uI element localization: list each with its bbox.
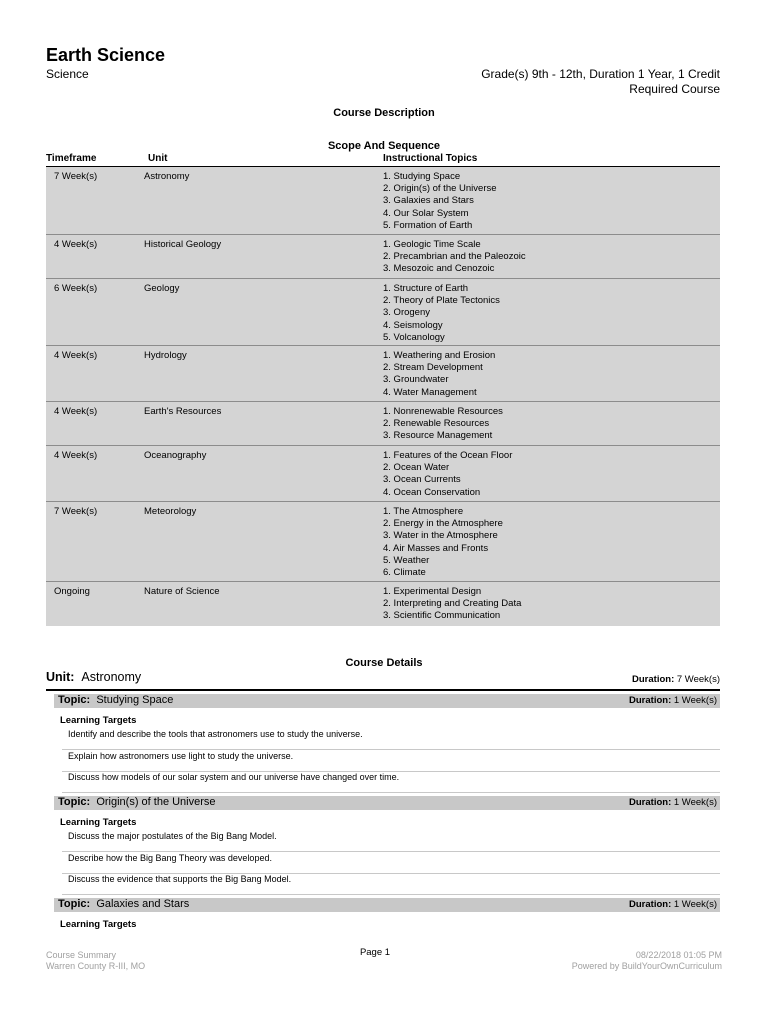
topic-duration-value: 1 Week(s) bbox=[673, 797, 717, 808]
scope-row bbox=[46, 279, 720, 346]
topic-item: 1. Weathering and Erosion bbox=[383, 350, 496, 361]
topics-cell bbox=[383, 171, 720, 233]
topic-item: 1. Structure of Earth bbox=[383, 283, 469, 294]
topic-item: 4. Water Management bbox=[383, 386, 477, 398]
topic-duration bbox=[629, 797, 717, 808]
topic-header bbox=[54, 898, 720, 912]
unit-cell: Nature of Science bbox=[144, 586, 220, 597]
course-subject: Science bbox=[46, 67, 89, 81]
topics-cell bbox=[383, 283, 720, 344]
topic-name: Studying Space bbox=[96, 694, 174, 706]
scope-heading: Scope And Sequence bbox=[327, 140, 441, 152]
unit-duration bbox=[632, 674, 720, 685]
topic-item: 3. Mesozoic and Cenozoic bbox=[383, 263, 495, 275]
topic-item: 2. Renewable Resources bbox=[383, 418, 490, 430]
learning-target: Describe how the Big Bang Theory was developed. bbox=[62, 853, 720, 874]
topic-title bbox=[58, 796, 216, 808]
scope-table bbox=[46, 167, 720, 626]
topic-item: 2. Origin(s) of the Universe bbox=[383, 183, 497, 195]
footer-timestamp: 08/22/2018 01:05 PM bbox=[635, 950, 722, 960]
topic-item: 5. Formation of Earth bbox=[383, 219, 473, 231]
topic-label: Topic: bbox=[58, 694, 91, 706]
topic-item: 4. Seismology bbox=[383, 319, 443, 331]
topics-cell bbox=[383, 586, 720, 625]
topic-duration-value: 1 Week(s) bbox=[673, 899, 717, 910]
topic-item: 3. Resource Management bbox=[383, 430, 493, 442]
duration-label: Duration: bbox=[629, 695, 672, 706]
unit-cell: Meteorology bbox=[144, 506, 197, 517]
topic-duration-value: 1 Week(s) bbox=[673, 695, 717, 706]
unit-cell: Historical Geology bbox=[144, 239, 222, 250]
scope-row bbox=[46, 402, 720, 446]
topic-item: 3. Groundwater bbox=[383, 374, 449, 386]
timeframe-cell: 4 Week(s) bbox=[54, 239, 98, 250]
topic-item: 1. Nonrenewable Resources bbox=[383, 406, 503, 417]
course-details-heading: Course Details bbox=[345, 657, 423, 669]
unit-header bbox=[46, 670, 720, 691]
duration-label: Duration: bbox=[629, 797, 672, 808]
scope-row bbox=[46, 167, 720, 235]
learning-targets-label: Learning Targets bbox=[60, 919, 137, 930]
timeframe-cell: 4 Week(s) bbox=[54, 350, 98, 361]
topic-item: 2. Ocean Water bbox=[383, 462, 450, 474]
learning-target: Explain how astronomers use light to study the universe. bbox=[62, 751, 720, 772]
page-number: Page 1 bbox=[359, 947, 391, 958]
duration-label: Duration: bbox=[629, 899, 672, 910]
timeframe-cell: 7 Week(s) bbox=[54, 506, 98, 517]
topic-item: 5. Weather bbox=[383, 554, 430, 566]
topic-item: 4. Air Masses and Fronts bbox=[383, 542, 489, 554]
required-course: Required Course bbox=[629, 82, 720, 96]
topic-title bbox=[58, 898, 189, 910]
topics-cell bbox=[383, 239, 720, 277]
topic-item: 1. Studying Space bbox=[383, 171, 461, 182]
topics-cell bbox=[383, 406, 720, 444]
footer-powered-by: Powered by BuildYourOwnCurriculum bbox=[571, 961, 722, 971]
footer-course-summary: Course Summary bbox=[46, 950, 117, 960]
topic-title bbox=[58, 694, 173, 706]
course-description-heading: Course Description bbox=[333, 107, 435, 119]
topic-item: 3. Orogeny bbox=[383, 307, 430, 319]
learning-target: Discuss how models of our solar system and our universe have changed over time. bbox=[62, 772, 720, 793]
topic-item: 2. Interpreting and Creating Data bbox=[383, 598, 522, 610]
unit-cell: Earth's Resources bbox=[144, 406, 222, 417]
unit-duration-value: 7 Week(s) bbox=[676, 674, 720, 685]
timeframe-cell: Ongoing bbox=[54, 586, 90, 597]
topic-name: Galaxies and Stars bbox=[96, 898, 190, 910]
topic-label: Topic: bbox=[58, 898, 91, 910]
topic-item: 2. Precambrian and the Paleozoic bbox=[383, 251, 526, 263]
timeframe-cell: 7 Week(s) bbox=[54, 171, 98, 182]
course-title: Earth Science bbox=[46, 45, 166, 65]
unit-cell: Oceanography bbox=[144, 450, 207, 461]
unit-label: Unit: bbox=[46, 670, 75, 684]
scope-row bbox=[46, 502, 720, 582]
grade-line: Grade(s) 9th - 12th, Duration 1 Year, 1 Credit bbox=[481, 67, 720, 81]
unit-cell: Astronomy bbox=[144, 171, 190, 182]
grade-info bbox=[481, 67, 720, 97]
topic-item: 4. Ocean Conservation bbox=[383, 486, 481, 498]
topics-cell bbox=[383, 350, 720, 400]
unit-cell: Geology bbox=[144, 283, 180, 294]
scope-row bbox=[46, 346, 720, 402]
timeframe-cell: 6 Week(s) bbox=[54, 283, 98, 294]
topic-item: 2. Stream Development bbox=[383, 362, 483, 374]
timeframe-cell: 4 Week(s) bbox=[54, 450, 98, 461]
timeframe-cell: 4 Week(s) bbox=[54, 406, 98, 417]
learning-targets-label: Learning Targets bbox=[60, 715, 137, 726]
unit-name: Astronomy bbox=[81, 670, 142, 684]
footer-right bbox=[572, 950, 722, 972]
col-header-topics: Instructional Topics bbox=[383, 153, 478, 164]
topic-name: Origin(s) of the Universe bbox=[96, 796, 216, 808]
topic-item: 3. Scientific Communication bbox=[383, 610, 501, 622]
unit-title bbox=[46, 670, 141, 684]
topic-label: Topic: bbox=[58, 796, 91, 808]
topic-item: 3. Water in the Atmosphere bbox=[383, 530, 498, 542]
topic-item: 6. Climate bbox=[383, 567, 426, 579]
topic-duration bbox=[629, 695, 717, 706]
topics-cell bbox=[383, 506, 720, 580]
topic-item: 4. Our Solar System bbox=[383, 207, 469, 219]
topic-header bbox=[54, 694, 720, 708]
duration-label: Duration: bbox=[632, 674, 675, 685]
scope-row bbox=[46, 582, 720, 626]
scope-row bbox=[46, 235, 720, 279]
topic-item: 1. The Atmosphere bbox=[383, 506, 464, 517]
topic-item: 1. Geologic Time Scale bbox=[383, 239, 481, 250]
topic-item: 1. Experimental Design bbox=[383, 586, 482, 597]
topic-item: 5. Volcanology bbox=[383, 331, 445, 343]
topic-item: 1. Features of the Ocean Floor bbox=[383, 450, 513, 461]
topic-header bbox=[54, 796, 720, 810]
unit-cell: Hydrology bbox=[144, 350, 187, 361]
scope-row bbox=[46, 446, 720, 502]
learning-target: Discuss the major postulates of the Big Bang Model. bbox=[62, 831, 720, 852]
learning-target: Discuss the evidence that supports the Big Bang Model. bbox=[62, 874, 720, 895]
col-header-timeframe: Timeframe bbox=[46, 153, 97, 164]
topic-item: 3. Galaxies and Stars bbox=[383, 195, 474, 207]
topics-cell bbox=[383, 450, 720, 500]
topic-item: 3. Ocean Currents bbox=[383, 474, 461, 486]
col-header-unit: Unit bbox=[148, 153, 168, 164]
topic-item: 2. Energy in the Atmosphere bbox=[383, 518, 503, 530]
learning-targets-label: Learning Targets bbox=[60, 817, 137, 828]
learning-target: Identify and describe the tools that astronomers use to study the universe. bbox=[62, 729, 720, 750]
topic-duration bbox=[629, 899, 717, 910]
topic-item: 2. Theory of Plate Tectonics bbox=[383, 295, 500, 307]
footer-district: Warren County R-III, MO bbox=[46, 961, 146, 971]
